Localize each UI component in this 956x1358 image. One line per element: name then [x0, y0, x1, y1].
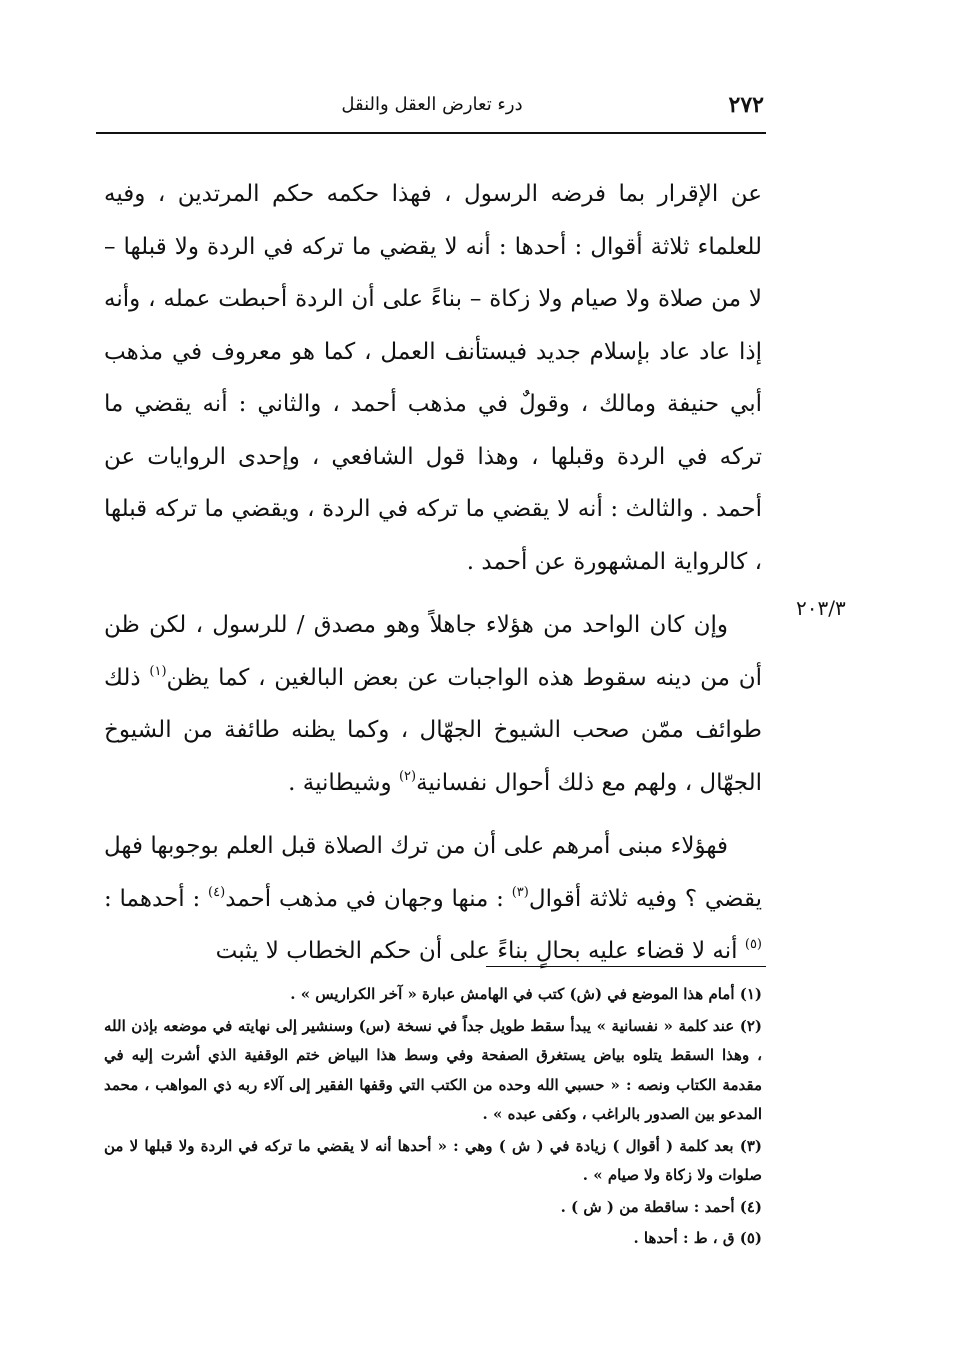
running-title: درء تعارض العقل والنقل	[341, 94, 523, 115]
footnote-ref-2[interactable]: (٢)	[398, 768, 417, 784]
page-number: ٢٧٢	[728, 92, 764, 118]
page-header	[100, 88, 764, 128]
margin-reference: ٢٠٣/٣	[796, 596, 846, 620]
paragraph-3-part-4: أنه لا قضاء عليه بحالٍ بناءً على أن حكم الخطاب لا يثبت	[215, 938, 738, 964]
paragraph-2-part-3: وشيطانية .	[288, 769, 392, 796]
paragraph-3-part-1: فهؤلاء مبنى أمرهم على أن من ترك الصلاة قبل العلم بوجوبها فهل يقضي ؟ وفيه ثلاثة أقوال	[104, 833, 763, 912]
footnotes	[104, 980, 762, 1256]
footnote-3: (٣) بعد كلمة ( أقوال ) زيادة في ( ش ) وهي : « أحدها أنه لا يقضي ما تركه في الردة ولا قبلها لا من صلوات ولا زكاة ولا صيام » .	[104, 1136, 762, 1184]
footnote-ref-1[interactable]: (١)	[149, 663, 167, 679]
footnote-ref-3[interactable]: (٣)	[511, 884, 529, 900]
paragraph-3-part-3: : أحدهما :	[104, 885, 201, 912]
main-text	[104, 168, 762, 978]
footnote-ref-4[interactable]: (٤)	[208, 884, 226, 900]
paragraph-3-part-2: : منها وجهان في مذهب أحمد	[225, 885, 504, 912]
paragraph-2-part-2: ذلك طوائف ممّن صحب الشيوخ الجهّال ، وكما يظنه طائفة من الشيوخ الجهّال ، ولهم مع ذلك أحوال نفسانية	[104, 664, 762, 796]
paragraph-2	[104, 599, 762, 809]
footnote-2: (٢) عند كلمة « نفسانية » يبدأ سقط طويل جداً في نسخة (س) وسنشير إلى نهايته في موضعه بإذن الله ، وهذا السقط يتلوه بياض يستغرق الصفحة وفي وسط هذا البياض ختم الوقفية الذي أشرت إليه في مقدمة الكتاب ونصه : « حسبي الله وحده من الكتب التي وقفها الفقير إلى آلاء ربه ذي المواهب ، محمد المدعو بين الصدور بالراغب ، وكفى عبده » .	[104, 1016, 762, 1123]
footnote-ref-5[interactable]: (٥)	[744, 937, 762, 952]
paragraph-1: عن الإقرار بما فرضه الرسول ، فهذا حكمه حكم المرتدين ، وفيه للعلماء ثلاثة أقوال : أحدها : أنه لا يقضي ما تركه في الردة ولا قبلها – لا من صلاة ولا صيام ولا زكاة – بناءً على أن الردة أحبطت عمله ، وأنه إذا عاد عاد بإسلام جديد فيستأنف العمل ، كما هو معروف في مذهب أبي حنيفة ومالك ، وقولٌ في مذهب أحمد ، والثاني : أنه يقضي ما تركه في الردة وقبلها ، وهذا قول الشافعي ، وإحدى الروايات عن أحمد . والثالث : أنه لا يقضي ما تركه في الردة ، ويقضي ما تركه قبلها ، كالرواية المشهورة عن أحمد .	[104, 181, 762, 575]
footnote-4: (٤) أحمد : ساقطة من ( ش ) .	[560, 1197, 762, 1216]
footnote-5: (٥) ق ، ط : أحدها .	[633, 1229, 762, 1247]
paragraph-3	[104, 820, 762, 978]
header-rule	[96, 132, 766, 134]
footnote-separator	[486, 966, 766, 967]
paragraph-2-part-1: وإن كان الواحد من هؤلاء جاهلاً وهو مصدق / للرسول ، لكن ظن أن من دينه سقوط هذه الواجبات عن بعض البالغين ، كما يظن	[104, 612, 762, 691]
footnote-1: (١) أمام هذا الموضع في (ش) كتب في الهامش عبارة « آخر الكراريس » .	[290, 985, 762, 1003]
